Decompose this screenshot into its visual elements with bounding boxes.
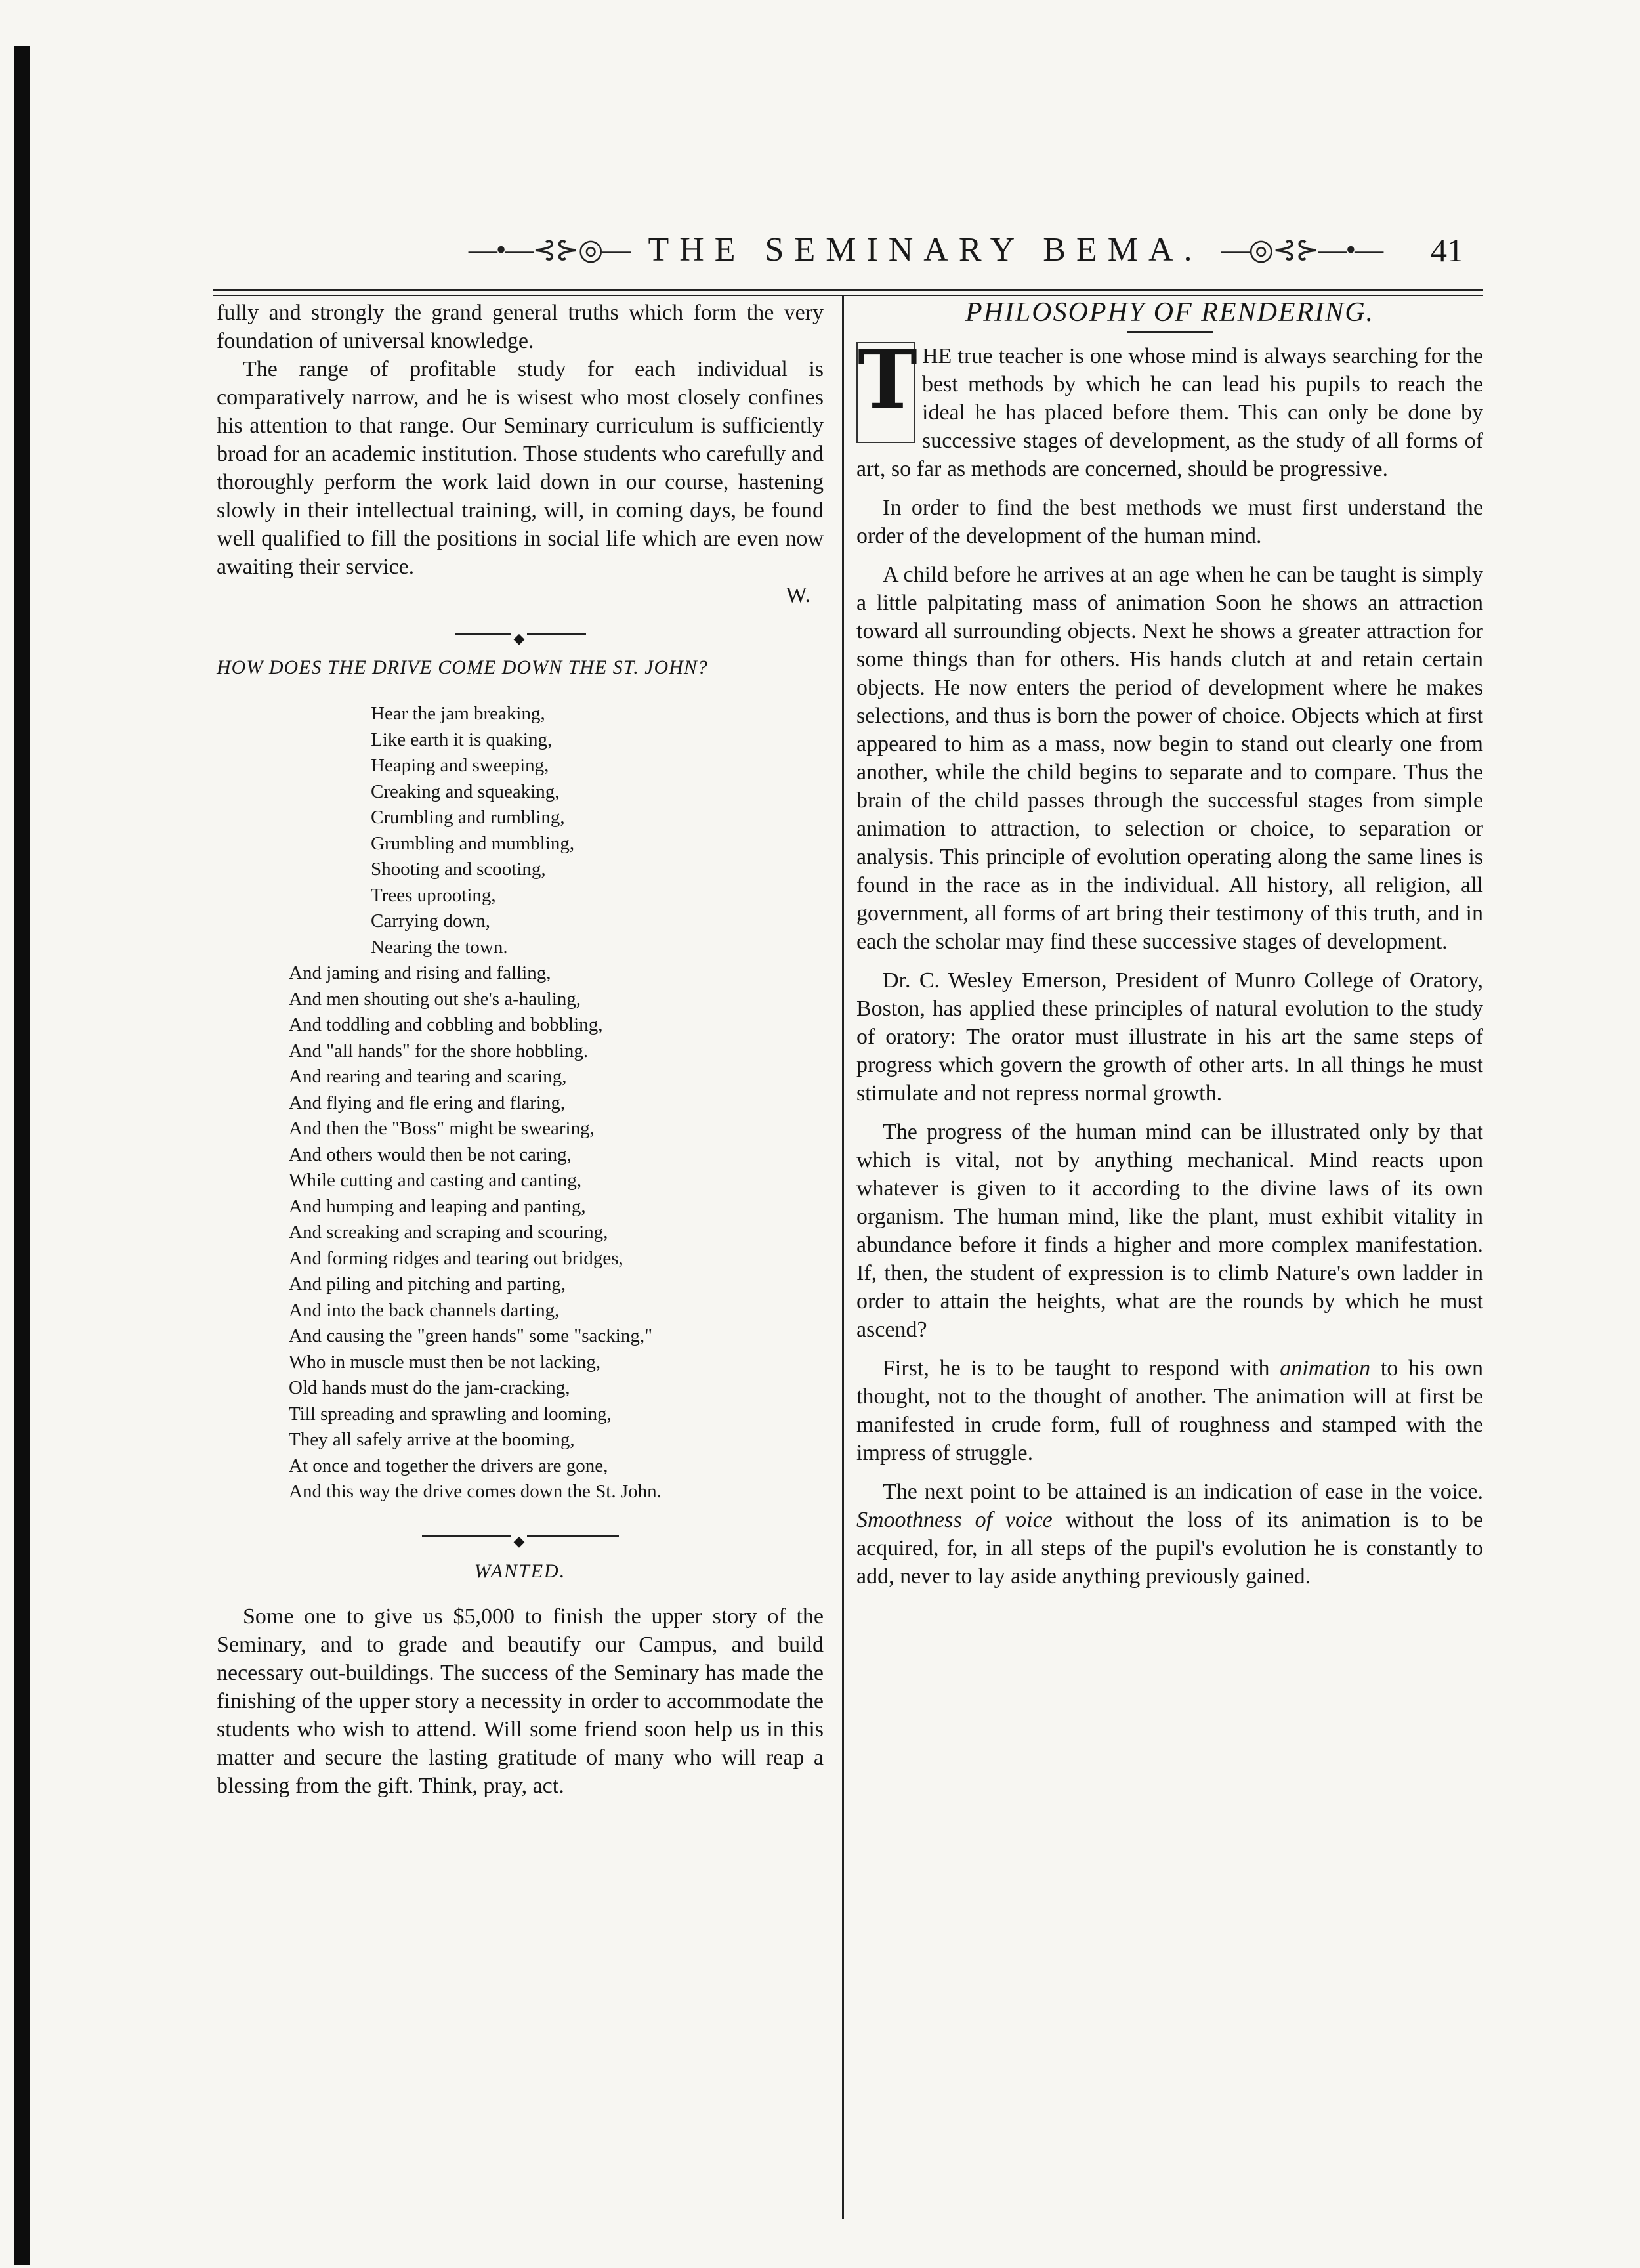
poem-line: At once and together the drivers are gone, bbox=[289, 1455, 608, 1476]
wanted-heading: WANTED. bbox=[474, 1560, 566, 1582]
poem-line: And into the back channels darting, bbox=[289, 1299, 560, 1321]
poem-line: Till spreading and sprawling and looming, bbox=[289, 1403, 612, 1424]
publication-title: THE SEMINARY BEMA. bbox=[648, 230, 1203, 268]
paragraph-text: without the loss of its animation is to be acquired, for, in all steps of the pupil's evolution he is constantly to add, never to lay aside anything previously gained. bbox=[856, 1508, 1484, 1589]
poem-line: And causing the "green hands" some "sacking," bbox=[289, 1325, 652, 1346]
emphasis-text: Smoothness of voice bbox=[856, 1508, 1053, 1532]
paragraph-text: The next point to be attained is an indication of ease in the voice. bbox=[883, 1480, 1483, 1504]
poem-line: While cutting and casting and canting, bbox=[289, 1170, 582, 1191]
header-ornament-left: —•—⊰⊱◎— bbox=[468, 233, 630, 266]
poem-line: Hear the jam breaking, bbox=[371, 703, 545, 724]
poem-line: Heaping and sweeping, bbox=[371, 755, 549, 776]
paragraph-text: First, he is to be taught to respond with bbox=[883, 1356, 1280, 1380]
page-number: 41 bbox=[1431, 232, 1463, 268]
column-divider bbox=[842, 295, 844, 2219]
poem-line: Who in muscle must then be not lacking, bbox=[289, 1351, 601, 1373]
poem-line: Like earth it is quaking, bbox=[371, 729, 553, 750]
intro-paragraph-1: fully and strongly the grand general truths which form the very foundation of universal knowledge. bbox=[217, 301, 824, 353]
poem-line: And others would then be not caring, bbox=[289, 1144, 572, 1165]
header-ornament-right: —◎⊰⊱—•— bbox=[1221, 233, 1383, 266]
poem-line: And "all hands" for the shore hobbling. bbox=[289, 1040, 589, 1061]
drop-cap-letter: T bbox=[856, 342, 915, 443]
poem-line: Old hands must do the jam-cracking, bbox=[289, 1377, 570, 1398]
intro-paragraph-2: The range of profitable study for each individual is comparatively narrow, and he is wisest who most closely confines his attention to that range. Our Seminary curriculum is sufficiently broad for an academic institution. Those students who carefully and thoroughly perform the work laid down in our course, hastening slowly in their intellectual training, will, in coming days, be found well qualified to fill the positions in social life which are even now awaiting their service. bbox=[217, 357, 824, 579]
article-paragraph-2: In order to find the best methods we must first understand the order of the development of the human mind. bbox=[856, 496, 1483, 548]
paragraph-text: HE true teacher is one whose mind is always searching for the best methods by which he can lead his pupils to reach the ideal he has placed before them. This can only be done by successive stages of development, as the study of all forms of art, so far as methods are concerned, should be progressive. bbox=[856, 344, 1483, 481]
poem-line: And screaking and scraping and scouring, bbox=[289, 1222, 608, 1243]
poem-line: Grumbling and mumbling, bbox=[371, 832, 575, 854]
wanted-paragraph: Some one to give us $5,000 to finish the upper story of the Seminary, and to grade and beautify our Campus, and build necessary out-buildings. The success of the Seminary has made the finishing of the upper story a necessity in order to accommodate the students who wish to attend. Will some friend soon help us in this matter and secure the lasting gratitude of many who will reap a blessing from the gift. Think, pray, act. bbox=[217, 1604, 824, 1798]
title-rule bbox=[1127, 331, 1213, 333]
section-separator bbox=[455, 633, 586, 635]
poem-line: And jaming and rising and falling, bbox=[289, 962, 551, 983]
article-paragraph-7 bbox=[856, 1478, 1483, 1591]
article-title: PHILOSOPHY OF RENDERING. bbox=[965, 297, 1375, 328]
left-column bbox=[217, 299, 824, 1800]
page-header bbox=[433, 226, 1418, 272]
poem-line: And this way the drive comes down the St. John. bbox=[289, 1481, 662, 1502]
paragraph-text: to his own thought, not to the thought of another. The animation will at first be manifested in crude form, full of roughness and stamped with the impress of struggle. bbox=[856, 1356, 1483, 1465]
right-column bbox=[856, 299, 1483, 1591]
poem-line: And humping and leaping and panting, bbox=[289, 1195, 586, 1217]
signature: W. bbox=[786, 583, 810, 607]
article-paragraph-1 bbox=[856, 332, 1483, 483]
poem bbox=[289, 701, 824, 1505]
poem-line: And flying and fle ering and flaring, bbox=[289, 1092, 566, 1113]
poem-line: They all safely arrive at the booming, bbox=[289, 1429, 575, 1450]
poem-title: HOW DOES THE DRIVE COME DOWN THE ST. JOHN? bbox=[217, 656, 708, 678]
article-paragraph-3: A child before he arrives at an age when he can be taught is simply a little palpitating mass of animation Soon he shows an attraction toward all surrounding objects. Next he shows a greater attraction for some things than for others. His hands clutch at and retain certain objects. He now enters the period of development where he makes selections, and thus is born the power of choice. Objects which at first appeared to him as a mass, now begin to stand out clearly one from another, while the child begins to separate and to compare. Thus the brain of the child passes through the successful stages from simple animation to attraction, to selection or choice, to separation or analysis. This principle of evolution operating along the same lines is found in the race as in the individual. All history, all religion, all government, all forms of art bring their testimony of this truth, and in each the scholar may find these successive stages of development. bbox=[856, 563, 1483, 954]
emphasis-text: animation bbox=[1280, 1356, 1371, 1380]
article-paragraph-6 bbox=[856, 1354, 1483, 1467]
poem-line: And toddling and cobbling and bobbling, bbox=[289, 1014, 603, 1035]
poem-line: Crumbling and rumbling, bbox=[371, 807, 565, 828]
article-paragraph-4: Dr. C. Wesley Emerson, President of Munro College of Oratory, Boston, has applied these principles of natural evolution to the study of oratory: The orator must illustrate in his art the same steps of progress which govern the growth of other arts. In all things he must stimulate and not repress normal growth. bbox=[856, 968, 1483, 1105]
poem-line: Trees uprooting, bbox=[371, 884, 496, 906]
header-rule bbox=[213, 289, 1483, 296]
poem-line: Nearing the town. bbox=[371, 936, 508, 958]
poem-line: And rearing and tearing and scaring, bbox=[289, 1066, 567, 1087]
poem-line: Carrying down, bbox=[371, 910, 491, 931]
poem-line: Creaking and squeaking, bbox=[371, 781, 560, 802]
poem-line: Shooting and scooting, bbox=[371, 859, 546, 880]
poem-line: And then the "Boss" might be swearing, bbox=[289, 1118, 595, 1139]
poem-line: And forming ridges and tearing out bridges, bbox=[289, 1247, 623, 1269]
article-paragraph-5: The progress of the human mind can be illustrated only by that which is vital, not by anything mechanical. Mind reacts upon whatever is given to it according to the divine laws of its own organism. The human mind, like the plant, must exhibit vitality in abundance before it finds a higher and more complex manifestation. If, then, the student of expression is to climb Nature's own ladder in order to attain the heights, what are the rounds by which he must ascend? bbox=[856, 1120, 1483, 1342]
scan-edge-bar bbox=[14, 46, 30, 2265]
section-separator bbox=[422, 1535, 619, 1537]
poem-line: And piling and pitching and parting, bbox=[289, 1273, 566, 1294]
poem-line: And men shouting out she's a-hauling, bbox=[289, 988, 581, 1010]
